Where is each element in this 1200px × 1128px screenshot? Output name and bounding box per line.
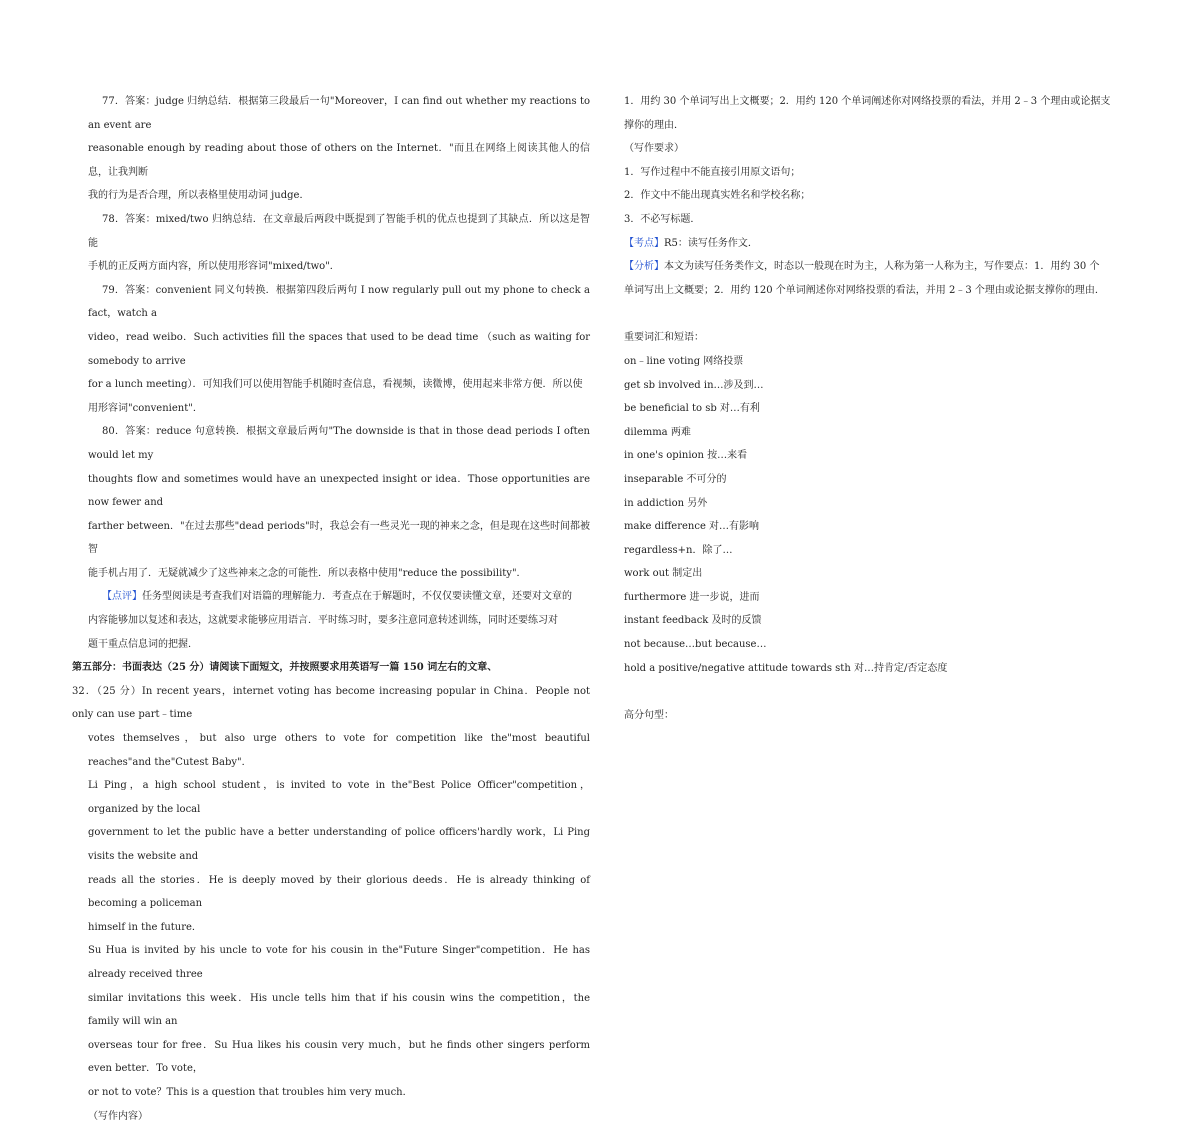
section-5-heading: 第五部分：书面表达（25 分）请阅读下面短文，并按照要求用英语写一篇 150 词左右的文章、 [72,662,498,674]
vocab-heading: 重要词汇和短语： [624,332,704,344]
comment-line [72,585,590,609]
vocab-item: hold a positive/negative attitude towards sth 对…持肯定/否定态度 [624,662,948,674]
requirements-heading: （写作要求） [624,143,684,155]
requirement-item: 1．写作过程中不能直接引用原文语句； [624,166,801,178]
question-32-line: government to let the public have a better understanding of police officers'hardly work，Li Ping visits the website and [88,827,590,862]
answer-77-line: 我的行为是否合理，所以表格里使用动词 judge． [88,190,310,202]
vocab-item: make difference 对…有影响 [624,521,760,533]
vocab-item: dilemma 两难 [624,426,691,438]
vocab-item: in one's opinion 按…来看 [624,450,748,462]
comment-text: 任务型阅读是考查我们对语篇的理解能力．考查点在于解题时，不仅仅要读懂文章，还要对文章的 [142,591,572,603]
fenxi-text: 本文为读写任务类作文，时态以一般现在时为主，人称为第一人称为主，写作要点：1．用约 30 个 [664,261,1100,273]
vocab-item: get sb involved in…涉及到… [624,379,764,391]
question-32-line: similar invitations this week．His uncle tells him that if his cousin wins the competition，the family will win an [88,992,590,1028]
answer-80-line: thoughts flow and sometimes would have an unexpected insight or idea．Those opportunities are now fewer and [88,473,590,509]
comment-tag: 【点评】 [102,591,142,603]
comment-line: 题干重点信息词的把握． [88,638,198,650]
vocab-item: on﹣line voting 网络投票 [624,355,744,367]
kaodian-tag: 【考点】 [624,237,664,249]
vocab-item: regardless+n．除了… [624,544,733,556]
question-32-line: Li Ping，a high school student，is invited to vote in the"Best Police Officer"competition，organized by the local [88,780,590,815]
answer-79-line: 79．答案：convenient 同义句转换．根据第四段后两句 I now regularly pull out my phone to check a fact，watch a [88,284,590,320]
question-32-line: himself in the future． [88,921,202,933]
question-32-line: 32．（25 分）In recent years，internet voting has become increasing popular in China．People not only can use part﹣time [72,685,590,721]
answer-78-line: 手机的正反两方面内容，所以使用形容词"mixed/two"． [88,261,340,273]
question-32-line: reads all the stories．He is deeply moved by their glorious deeds．He is already thinking of becoming a policeman [88,874,590,910]
vocab-item: be beneficial to sb 对…有利 [624,403,760,415]
requirement-item: 2．作文中不能出现真实姓名和学校名称； [624,190,811,202]
answer-79-line: 用形容词"convenient"． [88,402,203,414]
vocab-item: instant feedback 及时的反馈 [624,615,762,627]
answer-78-line: 78．答案：mixed/two 归纳总结．在文章最后两段中既提到了智能手机的优点也提到了其缺点．所以这是智能 [88,213,590,249]
vocab-item: furthermore 进一步说，进而 [624,591,760,603]
left-column [72,90,590,1128]
vocab-item: work out 制定出 [624,568,703,580]
answer-80-line: farther between．"在过去那些"dead periods"时，我总会有一些灵光一现的神来之念，但是现在这些时间都被智 [88,520,590,556]
fenxi-tag: 【分析】 [624,261,664,273]
vocab-item: inseparable 不可分的 [624,473,727,485]
vocab-item: not because…but because… [624,639,767,651]
task-line: 1．用约 30 个单词写出上文概要；2．用约 120 个单词阐述你对网络投票的看法，并用 2﹣3 个理由或论据支 [624,96,1111,107]
question-32-line: overseas tour for free．Su Hua likes his cousin very much，but he finds other singers perform even better．To vote， [88,1039,590,1075]
right-column [624,90,1132,728]
answer-79-line: for a lunch meeting）．可知我们可以使用智能手机随时查信息，看视频，读微博，使用起来非常方便．所以使 [88,379,583,391]
kaodian-line [624,232,1132,256]
fenxi-line: 单词写出上文概要；2．用约 120 个单词阐述你对网络投票的看法，并用 2﹣3 个理由或论据支撑你的理由． [624,284,1105,296]
writing-content-heading: （写作内容） [88,1110,148,1122]
answer-77-line: 77．答案：judge 归纳总结．根据第三段最后一句"Moreover，I can find out whether my reactions to an event are [88,96,590,131]
comment-line: 内容能够加以复述和表达，这就要求能够应用语言．平时练习时，要多注意同意转述训练，同时还要练习对 [88,615,558,627]
answer-80-line: 80．答案：reduce 句意转换．根据文章最后两句"The downside is that in those dead periods I often would let my [88,426,590,461]
question-32-line: votes themselves，but also urge others to vote for competition like the"most beautiful reaches"and the"Cutest Baby"． [88,733,590,768]
answer-79-line: video，read weibo．Such activities fill the spaces that used to be dead time （such as waiting for somebody to arrive [88,331,590,367]
question-32-line: or not to vote？This is a question that troubles him very much． [88,1086,413,1098]
task-line: 撑你的理由． [624,119,684,131]
spacer [624,302,1132,326]
vocab-item: in addiction 另外 [624,497,708,509]
spacer [624,680,1132,704]
requirement-item: 3．不必写标题． [624,213,701,225]
kaodian-text: R5：读写任务作文． [664,237,758,249]
sentence-heading: 高分句型： [624,710,674,722]
answer-77-line: reasonable enough by reading about those of others on the Internet．"而且在网络上阅读其他人的信息，让我判断 [88,143,590,178]
question-32-line: Su Hua is invited by his uncle to vote for his cousin in the"Future Singer"competition．He has already received three [88,945,590,980]
fenxi-line [624,255,1132,279]
answer-80-line: 能手机占用了．无疑就减少了这些神来之念的可能性．所以表格中使用"reduce the possibility"． [88,567,527,579]
